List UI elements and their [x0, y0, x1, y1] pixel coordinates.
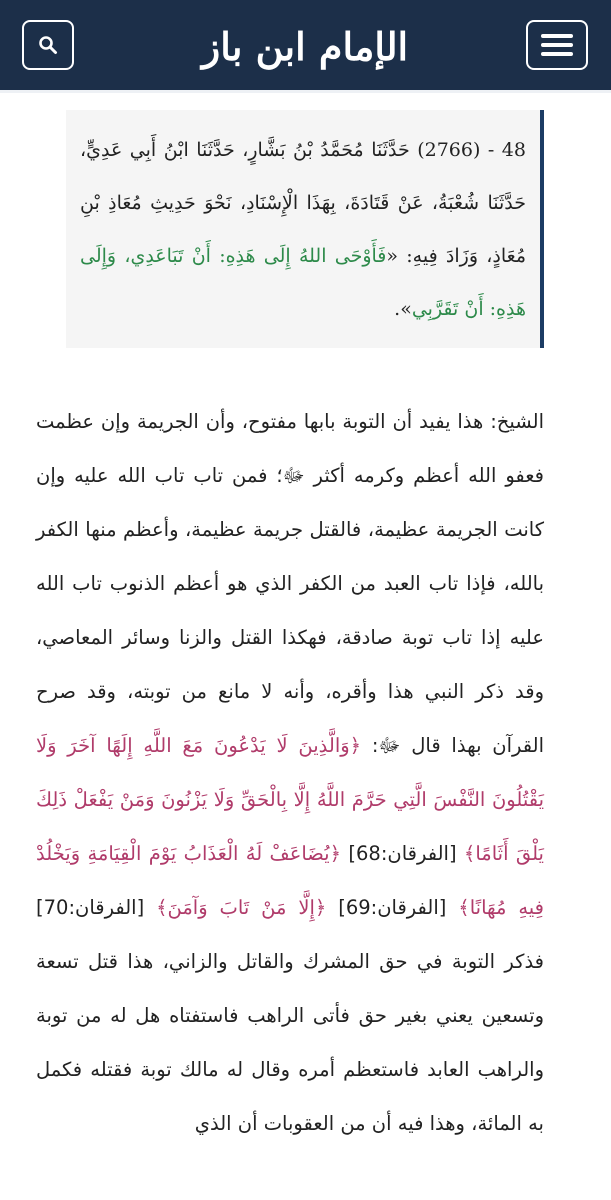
- hadith-end: ».: [394, 298, 412, 320]
- commentary-paragraph: [36, 395, 544, 1151]
- logo-text: الإمام ابن باز: [201, 23, 409, 69]
- commentary-text: فذكر التوبة في حق المشرك والقاتل والزاني، هذا قتل تسعة وتسعين يعني بغير حق فأتى الراهب فاستفتاه هل له من توبة والراهب العابد فاستعظم أمره وقال له مالك توبة فقتله فكمل به المائة، وهذا فيه أن من العقوبات أن الذي: [36, 950, 544, 1135]
- commentary-text: الشيخ: هذا يفيد أن التوبة بابها مفتوح، وأن الجريمة وإن عظمت فعفو الله أعظم وكرمه أكثر ﷻ؛ فمن تاب تاب الله عليه وإن كانت الجريمة عظيمة، فالقتل جريمة عظيمة، وأعظم منها الكفر بالله، فإذا تاب العبد من الكفر الذي هو أعظم الذنوب تاب الله عليه إذا تاب توبة صادقة، فهكذا القتل والزنا وسائر المعاصي، وقد ذكر النبي هذا وأقره، وأنه لا مانع من توبته، وقد صرح القرآن بهذا قال ﷻ:: [36, 410, 544, 757]
- surah-reference: [الفرقان:69]: [326, 896, 459, 919]
- hadith-text: 48 - (2766) حَدَّثَنَا مُحَمَّدُ بْنُ بَشَّارٍ، حَدَّثَنَا ابْنُ أَبِي عَدِيٍّ، حَدَّثَنَا شُعْبَةُ، عَنْ قَتَادَةَ، بِهَذَا الْإِسْنَادِ، نَحْوَ حَدِيثِ مُعَاذِ بْنِ مُعَاذٍ، وَزَادَ فِيهِ: «: [80, 139, 526, 267]
- hadith-block: [66, 110, 544, 348]
- hamburger-icon: [541, 29, 573, 61]
- quran-verse: ﴿وَالَّذِينَ لَا يَدْعُونَ مَعَ اللَّهِ إِلَهًا آخَرَ وَلَا يَقْتُلُونَ النَّفْسَ الَّتِي حَرَّمَ اللَّهُ إِلَّا بِالْحَقِّ وَلَا يَزْنُونَ وَمَنْ يَفْعَلْ ذَلِكَ يَلْقَ أَثَامًا﴾: [36, 734, 544, 865]
- search-button[interactable]: [22, 20, 74, 70]
- quran-verse: ﴿إِلَّا مَنْ تَابَ وَآمَنَ﴾: [156, 896, 327, 919]
- search-icon: [38, 35, 58, 55]
- surah-reference: [الفرقان:68]: [341, 842, 464, 865]
- menu-button[interactable]: [526, 20, 588, 70]
- quran-verse: ﴿يُضَاعَفْ لَهُ الْعَذَابُ يَوْمَ الْقِيَامَةِ وَيَخْلُدْ فِيهِ مُهَانًا﴾: [36, 842, 545, 919]
- surah-reference: [الفرقان:70]: [36, 896, 157, 919]
- site-logo[interactable]: [190, 14, 420, 78]
- top-bar: [0, 0, 611, 93]
- hadith-quote: فَأَوْحَى اللهُ إِلَى هَذِهِ: أَنْ تَبَاعَدِي، وَإِلَى هَذِهِ: أَنْ تَقَرَّبِي: [80, 245, 526, 320]
